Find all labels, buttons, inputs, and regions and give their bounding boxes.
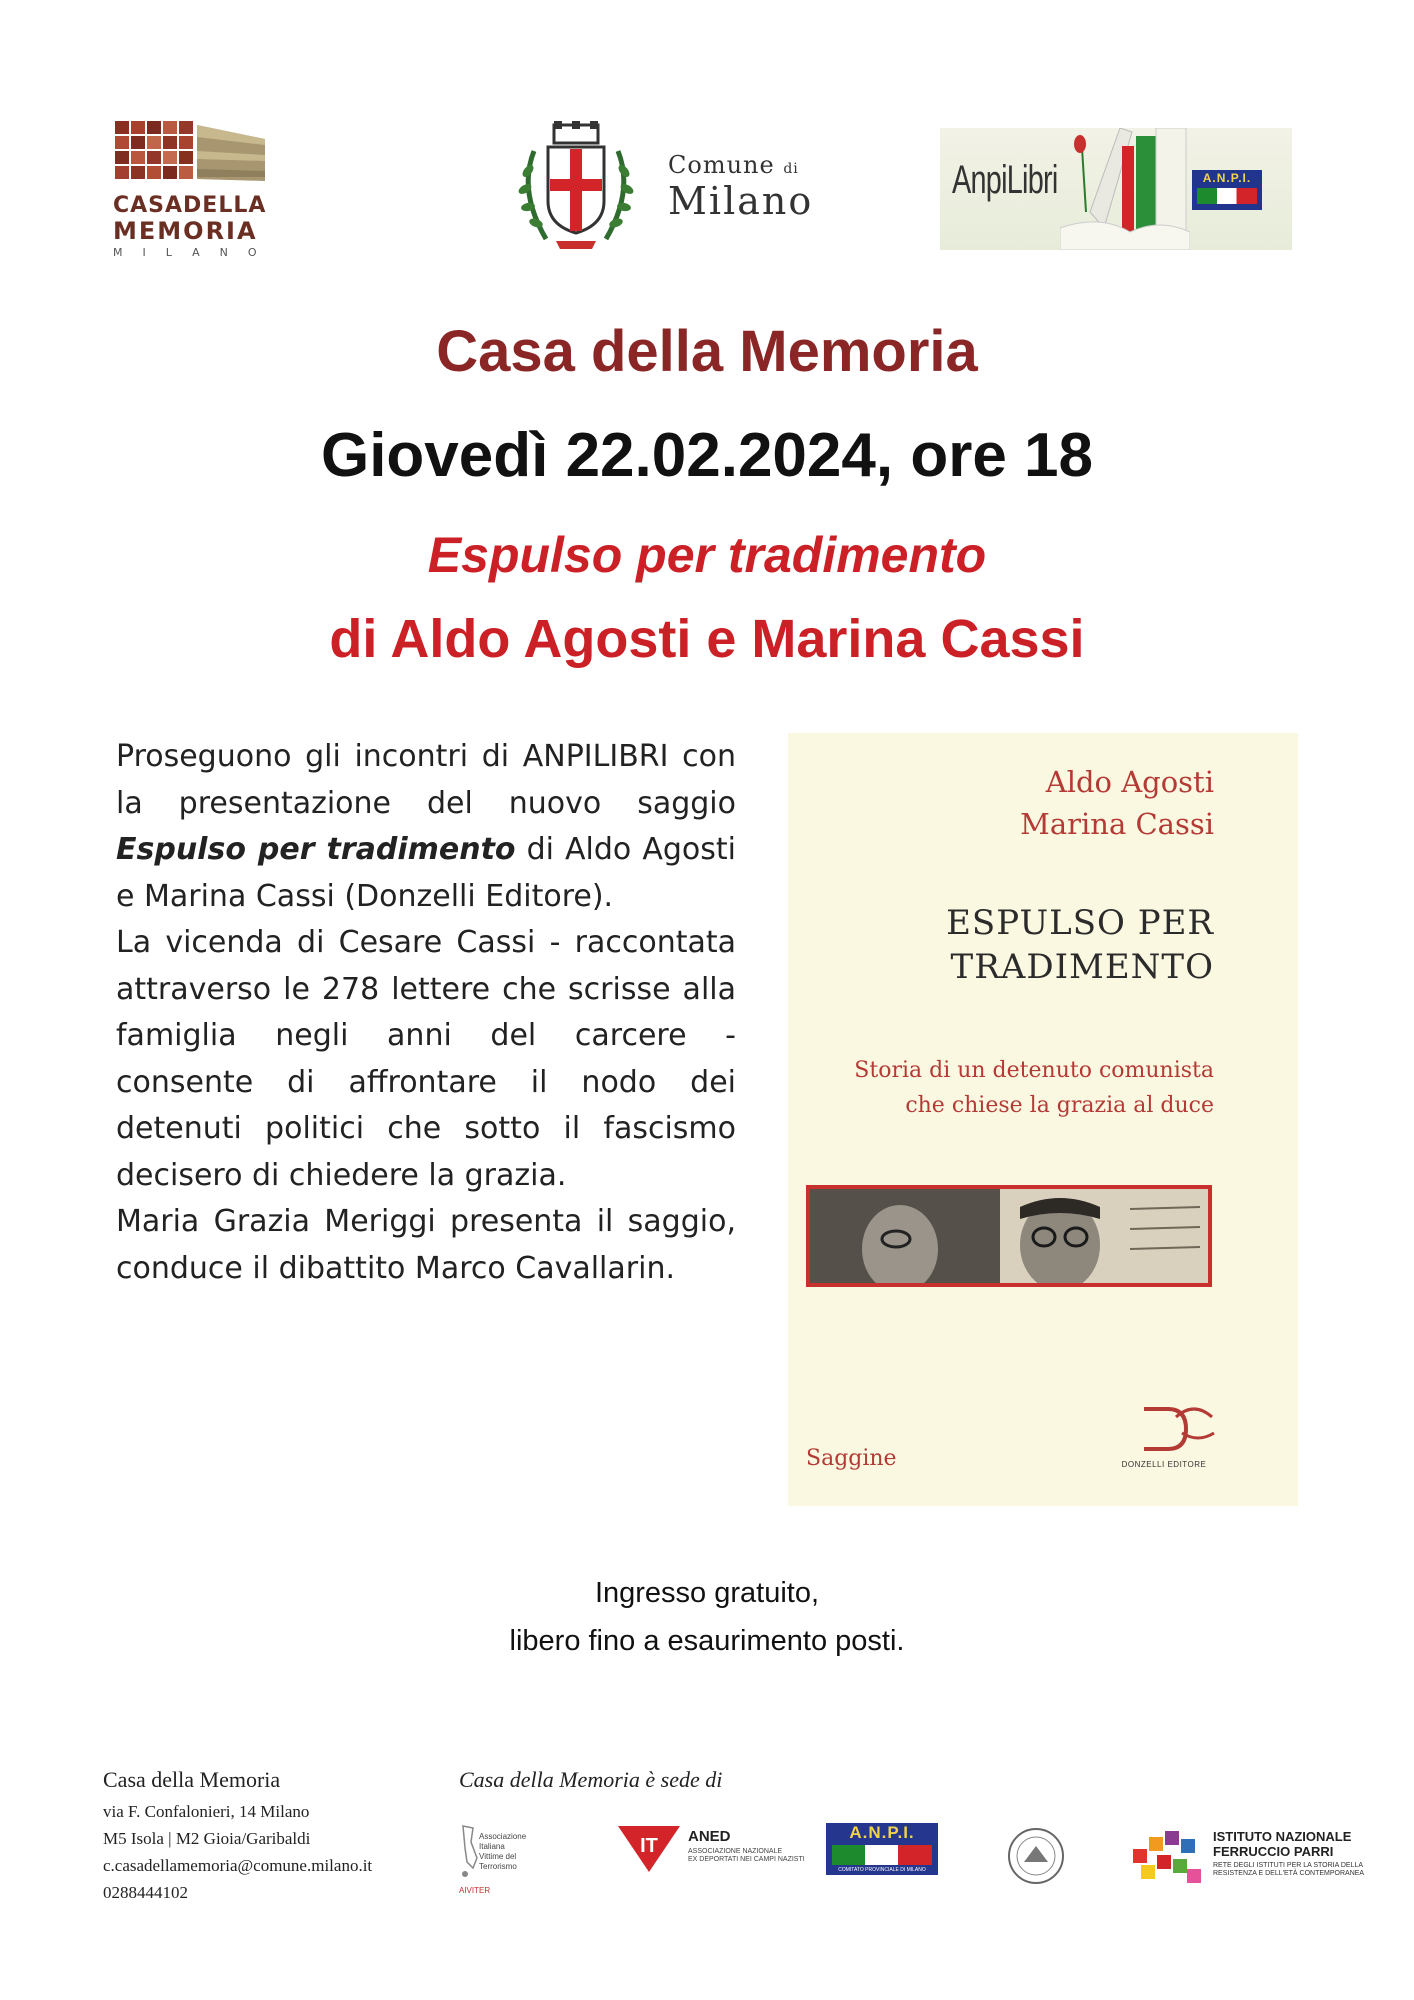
paragraph-intro: Proseguono gli incontri di ANPILIBRI con la presentazione del nuovo saggio Espulso per tradimento di Aldo Agosti e Marina Cassi (Donzelli Editore).	[116, 739, 736, 914]
cover-series: Saggine	[806, 1446, 897, 1471]
cover-authors: Aldo Agosti Marina Cassi	[1020, 765, 1214, 841]
cover-subtitle: Storia di un detenuto comunista che chiese la grazia al duce	[854, 1058, 1214, 1118]
portrait-photo-icon	[810, 1189, 1208, 1283]
footer-name: Casa della Memoria	[103, 1767, 281, 1792]
comune-line2: Milano	[668, 179, 814, 223]
donzelli-logo-icon	[1138, 1403, 1218, 1453]
event-date: Giovedì 22.02.2024, ore 18	[320, 421, 1094, 490]
footer-seat-label: Casa della Memoria è sede di	[459, 1767, 723, 1792]
milan-crest-icon	[516, 121, 636, 253]
istituto-parri-logo: ISTITUTO NAZIONALE FERRUCCIO PARRI RETE DEGLI ISTITUTI PER LA STORIA DELLA RESISTENZA E DELL'ETÀ CONTEMPORANEA	[1133, 1829, 1373, 1889]
anpi-milano-logo: A.N.P.I. COMITATO PROVINCIALE DI MILANO	[826, 1823, 938, 1875]
casa-logo-line1: CASADELLA	[113, 193, 267, 218]
italy-map-icon	[459, 1822, 481, 1882]
casa-logo-line2: MEMORIA	[113, 217, 258, 245]
comune-line1: Comune di	[668, 151, 799, 179]
italian-flag-icon	[832, 1845, 932, 1865]
books-icon	[1060, 128, 1190, 250]
entrance-line1: Ingresso gratuito,	[594, 1577, 820, 1609]
footer-address: via F. Confalonieri, 14 Milano	[103, 1802, 310, 1821]
paragraph-speakers: Maria Grazia Meriggi presenta il saggio, conduce il dibattito Marco Cavallarin.	[116, 1204, 736, 1286]
anpilibri-text: AnpiLibri	[952, 158, 1058, 202]
colored-blocks-icon	[1133, 1829, 1203, 1887]
paragraph-story: La vicenda di Cesare Cassi - raccontata attraverso le 278 lettere che scrisse alla famiglia negli anni del carcere - consente di affrontare il nodo dei detenuti politici che sotto il fascismo decisero di chiedere la grazia.	[116, 925, 736, 1193]
entrance-line2: libero fino a esaurimento posti.	[509, 1625, 905, 1657]
aned-triangle-icon	[618, 1826, 680, 1872]
cover-photo	[806, 1185, 1212, 1287]
cover-title: ESPULSO PER TRADIMENTO	[946, 903, 1214, 987]
svg-text:IT: IT	[640, 1835, 658, 1857]
casa-della-memoria-logo	[113, 121, 277, 261]
book-cover	[788, 733, 1298, 1506]
cover-publisher: DONZELLI EDITORE	[1121, 1460, 1207, 1469]
venue-title: Casa della Memoria	[436, 319, 978, 384]
book-title-inline: Espulso per tradimento	[116, 832, 516, 867]
aned-logo: IT ANED ASSOCIAZIONE NAZIONALE EX DEPORTATI NEI CAMPI NAZISTI	[618, 1826, 778, 1872]
book-authors: di Aldo Agosti e Marina Cassi	[329, 609, 1085, 669]
comune-di-milano-logo	[516, 121, 816, 256]
footer-phone[interactable]: 0288444102	[103, 1883, 188, 1902]
association-seal-icon	[1006, 1826, 1066, 1886]
anpilibri-logo	[940, 128, 1292, 250]
event-description	[116, 734, 736, 1292]
book-title: Espulso per tradimento	[427, 527, 987, 583]
casa-logo-line3: MILANO	[113, 246, 277, 259]
anpi-badge: A.N.P.I.	[1192, 170, 1262, 210]
italian-flag-icon	[1197, 188, 1257, 204]
aiviter-logo: Associazione Italiana Vittime del Terrorismo AIVITER	[459, 1822, 559, 1900]
footer-transport: M5 Isola | M2 Gioia/Garibaldi	[103, 1829, 311, 1848]
mosaic-icon	[115, 121, 265, 189]
footer-email[interactable]: c.casadellamemoria@comune.milano.it	[103, 1856, 373, 1875]
